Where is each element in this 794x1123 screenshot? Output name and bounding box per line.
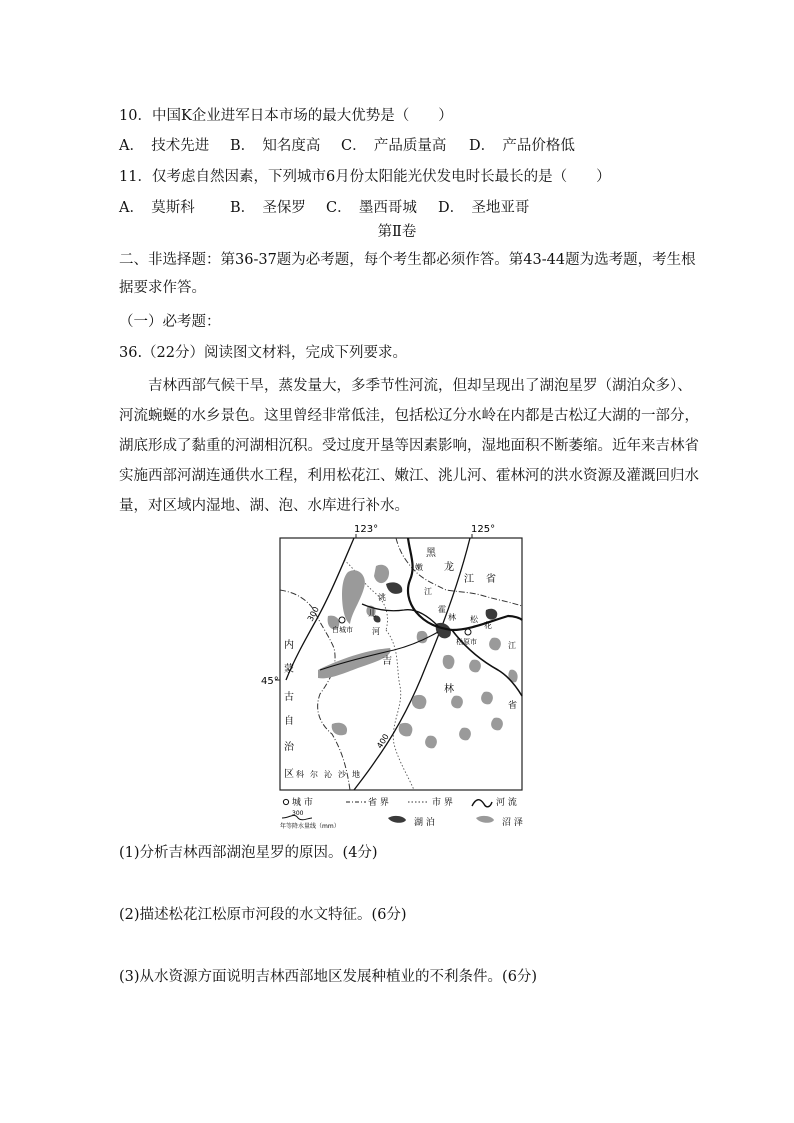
q10-option-a: A． 技术先进	[119, 138, 210, 154]
svg-text:林: 林	[444, 684, 454, 695]
svg-text:儿: 儿	[368, 609, 376, 618]
svg-text:嫩: 嫩	[415, 563, 423, 572]
city-songyuan	[465, 629, 471, 635]
q36-material-line: 实施西部河湖连通供水工程，利用松花江、嫩江、洮儿河、霍林河的洪水资源及灌溉回归水	[119, 468, 699, 484]
q36-stem: 36.（22分）阅读图文材料，完成下列要求。	[119, 345, 408, 361]
q11-option-c: C． 墨西哥城	[326, 200, 417, 216]
isohyet-label-400: 400	[375, 732, 391, 751]
svg-text:治: 治	[284, 742, 294, 753]
map-legend	[280, 796, 523, 830]
q36-material-line: 湖底形成了黏重的河湖相沉积。受过度开垦等因素影响，湿地面积不断萎缩。近年来吉林省	[119, 438, 699, 454]
lat-label-45: 45°	[261, 676, 279, 687]
svg-text:内: 内	[284, 640, 294, 651]
svg-text:江: 江	[464, 574, 474, 585]
required-heading: （一）必考题：	[119, 314, 221, 330]
q36-material-line: 量，对区域内湿地、湖、泡、水库进行补水。	[119, 498, 409, 514]
legend-lake-symbol	[388, 816, 406, 823]
legend-city-symbol	[283, 799, 288, 804]
svg-text:江: 江	[424, 587, 432, 596]
lon-label-123: 123°	[354, 524, 379, 535]
svg-text:自: 自	[284, 716, 294, 727]
svg-text:蒙: 蒙	[284, 664, 294, 675]
isohyet-label-300: 300	[305, 605, 321, 623]
q36-subquestion-1: (1)分析吉林西部湖泡星罗的原因。(4分)	[119, 845, 378, 861]
svg-text:区: 区	[284, 769, 294, 780]
city-label-baicheng: 白城市	[332, 626, 353, 634]
svg-text:松: 松	[470, 615, 478, 624]
legend-isohyet-value: 300	[292, 810, 304, 817]
q11-stem: 11．仅考虑自然因素，下列城市6月份太阳能光伏发电时长最长的是（ ）	[119, 169, 611, 185]
legend-river-label: 河 流	[496, 798, 517, 808]
q10-option-c: C． 产品质量高	[341, 138, 447, 154]
part2-instruction-line1: 二、非选择题：第36-37题为必考题，每个考生都必须作答。第43-44题为选考题，考生根	[119, 252, 696, 268]
svg-text:林: 林	[448, 613, 456, 622]
svg-text:黑: 黑	[426, 548, 436, 559]
section-title: 第Ⅱ卷	[377, 224, 417, 240]
svg-text:龙: 龙	[444, 562, 454, 573]
q10-option-b: B． 知名度高	[230, 138, 321, 154]
label-sheng-east: 省	[508, 701, 518, 711]
q10-options	[119, 134, 575, 155]
svg-text:洮: 洮	[378, 593, 386, 602]
jilin-west-map	[258, 520, 530, 832]
q36-material-line: 河流蜿蜒的水乡景色。这里曾经非常低洼，包括松辽分水岭在内都是古松辽大湖的一部分，	[119, 408, 699, 424]
q10-stem: 10．中国K企业进军日本市场的最大优势是（ ）	[119, 108, 453, 124]
q36-subquestion-2: (2)描述松花江松原市河段的水文特征。(6分)	[119, 907, 407, 923]
legend-marsh-label: 沼 泽	[502, 818, 523, 828]
q11-option-d: D． 圣地亚哥	[438, 200, 530, 216]
legend-lake-label: 湖 泊	[414, 818, 435, 828]
part2-instruction-line2: 据要求作答。	[119, 280, 206, 296]
q36-material-line: 吉林西部气候干旱，蒸发量大，多季节性河流，但却呈现出了湖泡星罗（湖泊众多）、	[119, 378, 692, 394]
svg-text:河: 河	[372, 627, 380, 636]
svg-text:沙: 沙	[338, 770, 346, 779]
q11-option-b: B． 圣保罗	[230, 200, 306, 216]
svg-text:霍: 霍	[438, 605, 446, 614]
svg-text:尔: 尔	[310, 770, 318, 779]
q10-option-d: D． 产品价格低	[469, 138, 575, 154]
legend-river-symbol	[472, 800, 492, 807]
legend-city-label: 城 市	[292, 798, 313, 808]
q36-subquestion-3: (3)从水资源方面说明吉林西部地区发展种植业的不利条件。(6分)	[119, 969, 538, 985]
legend-province-border-label: 省 界	[368, 798, 389, 808]
city-baicheng	[339, 617, 345, 623]
legend-city-border-label: 市 界	[432, 798, 453, 808]
city-label-songyuan: 松原市	[456, 638, 477, 646]
svg-text:江: 江	[508, 641, 516, 650]
lon-label-125: 125°	[471, 524, 496, 535]
q11-options	[119, 196, 529, 217]
svg-text:吉: 吉	[382, 656, 392, 667]
legend-isohyet-label: 年等降水量线（mm）	[280, 823, 340, 830]
svg-text:沁: 沁	[324, 770, 332, 779]
svg-text:科: 科	[296, 770, 304, 779]
svg-text:古: 古	[284, 692, 294, 703]
legend-marsh-symbol	[476, 816, 494, 823]
svg-text:省: 省	[486, 574, 496, 585]
q11-option-a: A． 莫斯科	[119, 200, 195, 216]
svg-text:地: 地	[352, 770, 360, 779]
svg-text:花: 花	[484, 621, 492, 630]
